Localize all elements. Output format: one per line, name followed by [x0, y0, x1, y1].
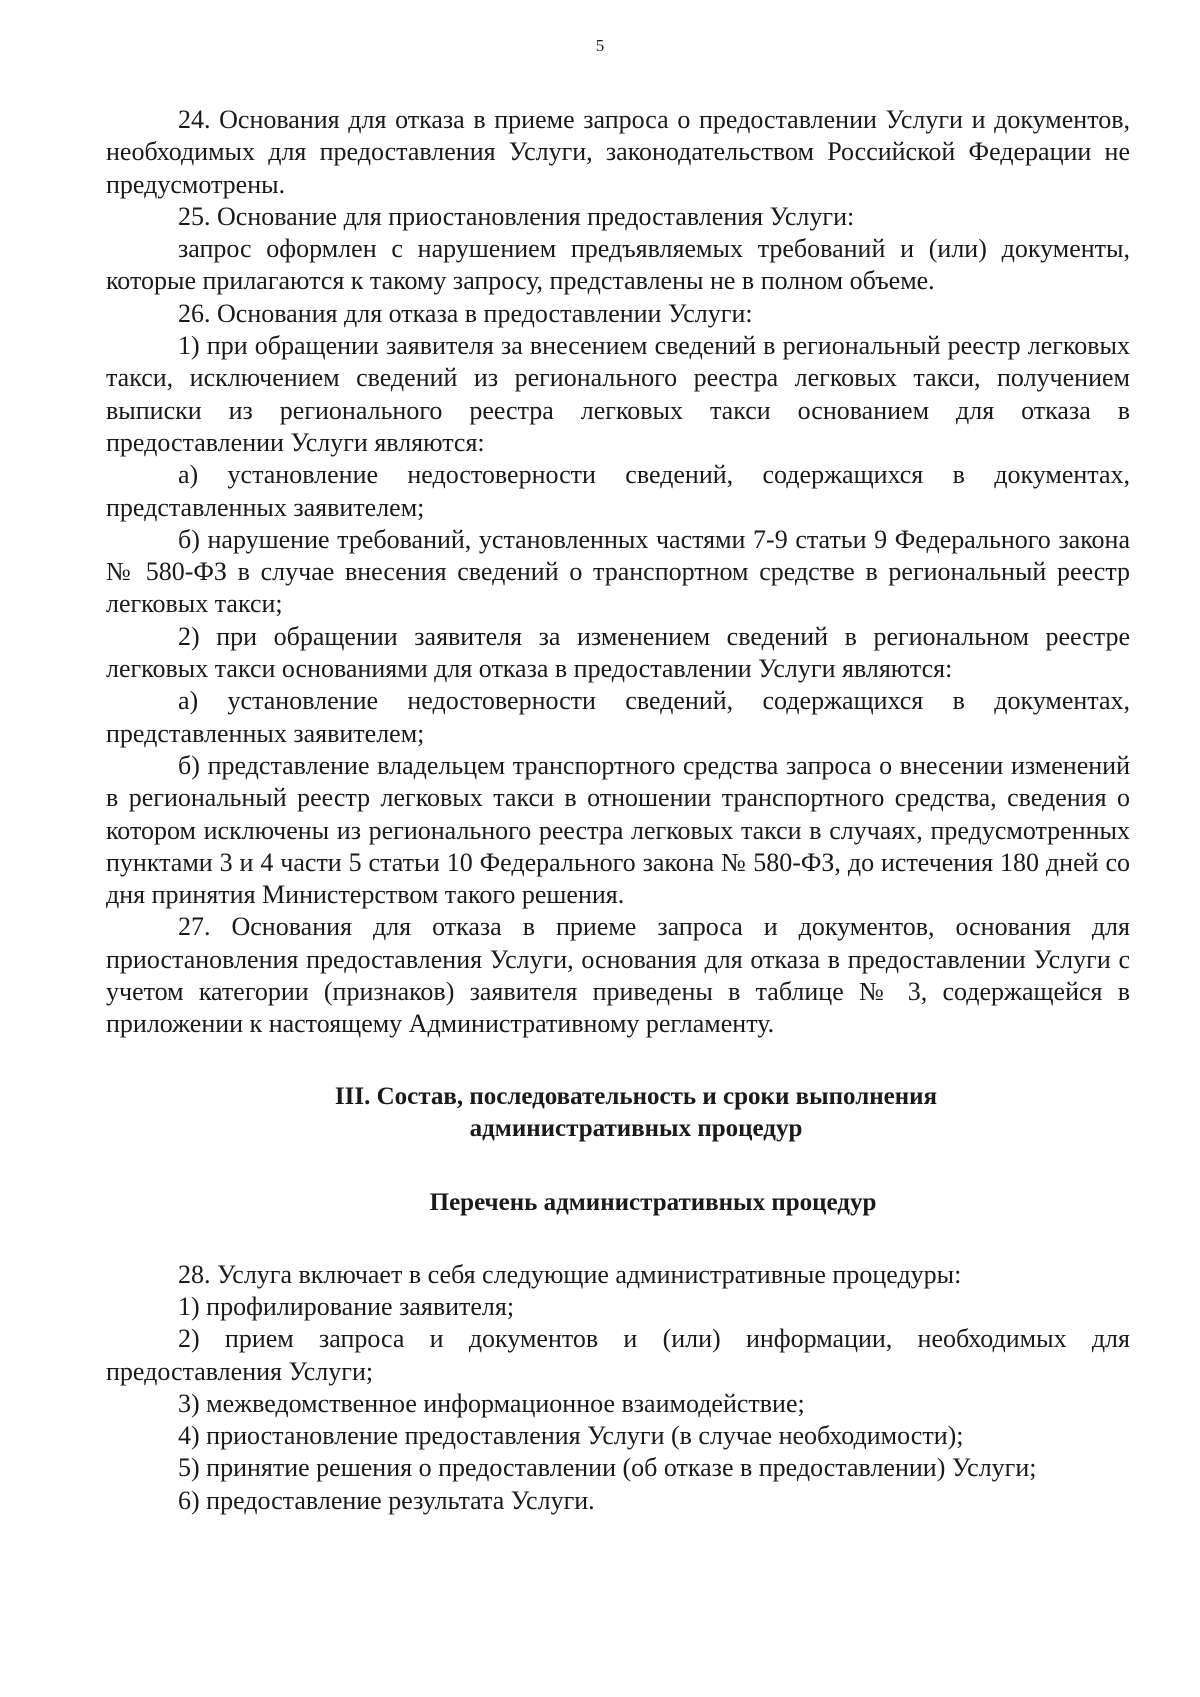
- section-heading-line-2: административных процедур: [469, 1114, 803, 1142]
- procedure-item-4: 4) приостановление предоставления Услуги (в случае необходимости);: [178, 1421, 964, 1451]
- section-heading: [106, 1081, 1130, 1145]
- procedure-item-3: 3) межведомственное информационное взаимодействие;: [178, 1388, 805, 1418]
- procedure-item-1: 1) профилирование заявителя;: [178, 1291, 515, 1321]
- section-heading-line-1: III. Состав, последовательность и сроки выполнения: [334, 1082, 938, 1110]
- paragraph-28: 28. Услуга включает в себя следующие административные процедуры:: [178, 1259, 962, 1289]
- paragraph-25: 25. Основание для приостановления предоставления Услуги:: [178, 201, 855, 231]
- document-body: [106, 104, 1130, 1517]
- paragraph-26-item-1a: а) установление недостоверности сведений, содержащихся в документах, представленных заявителем;: [106, 460, 1130, 522]
- subheading: Перечень административных процедур: [429, 1188, 877, 1216]
- paragraph-26-item-2b: б) представление владельцем транспортного средства запроса о внесении изменений в региональный реестр легковых такси в отношении транспортного средства, сведения о котором исключены из регионального реестра легковых такси в случаях, предусмотренных пунктами 3 и 4 части 5 статьи 10 Федерального закона № 580-ФЗ, до истечения 180 дней со дня принятия Министерством такого решения.: [106, 750, 1130, 910]
- procedure-item-5: 5) принятие решения о предоставлении (об отказе в предоставлении) Услуги;: [178, 1453, 1037, 1483]
- page-number: 5: [595, 36, 605, 55]
- procedure-item-2: 2) прием запроса и документов и (или) информации, необходимых для предоставления Услуги;: [106, 1324, 1130, 1386]
- paragraph-26: 26. Основания для отказа в предоставлении Услуги:: [178, 298, 753, 328]
- paragraph-26-item-2: 2) при обращении заявителя за изменением сведений в региональном реестре легковых такси основаниями для отказа в предоставлении Услуги являются:: [106, 621, 1130, 684]
- paragraph-26-item-1b: б) нарушение требований, установленных частями 7-9 статьи 9 Федерального закона № 580-ФЗ в случае внесения сведений о транспортном средстве в региональный реестр легковых такси;: [106, 524, 1130, 619]
- paragraph-27: 27. Основания для отказа в приеме запроса и документов, основания для приостановления предоставления Услуги, основания для отказа в предоставлении Услуги с учетом категории (признаков) заявителя приведены в таблице № 3, содержащейся в приложении к настоящему Административному регламенту.: [106, 912, 1130, 1039]
- paragraph-24: 24. Основания для отказа в приеме запроса о предоставлении Услуги и документов, необходимых для предоставления Услуги, законодательством Российской Федерации не предусмотрены.: [106, 105, 1130, 199]
- paragraph-26-item-2a: а) установление недостоверности сведений, содержащихся в документах, представленных заявителем;: [106, 686, 1130, 748]
- paragraph-26-item-1: 1) при обращении заявителя за внесением сведений в региональный реестр легковых такси, исключением сведений из регионального реестра легковых такси, получением выписки из регионального реестра легковых такси основанием для отказа в предоставлении Услуги являются:: [106, 331, 1130, 457]
- paragraph-25-text: запрос оформлен с нарушением предъявляемых требований и (или) документы, которые прилагаются к такому запросу, представлены не в полном объеме.: [106, 234, 1130, 296]
- procedure-item-6: 6) предоставление результата Услуги.: [178, 1485, 595, 1515]
